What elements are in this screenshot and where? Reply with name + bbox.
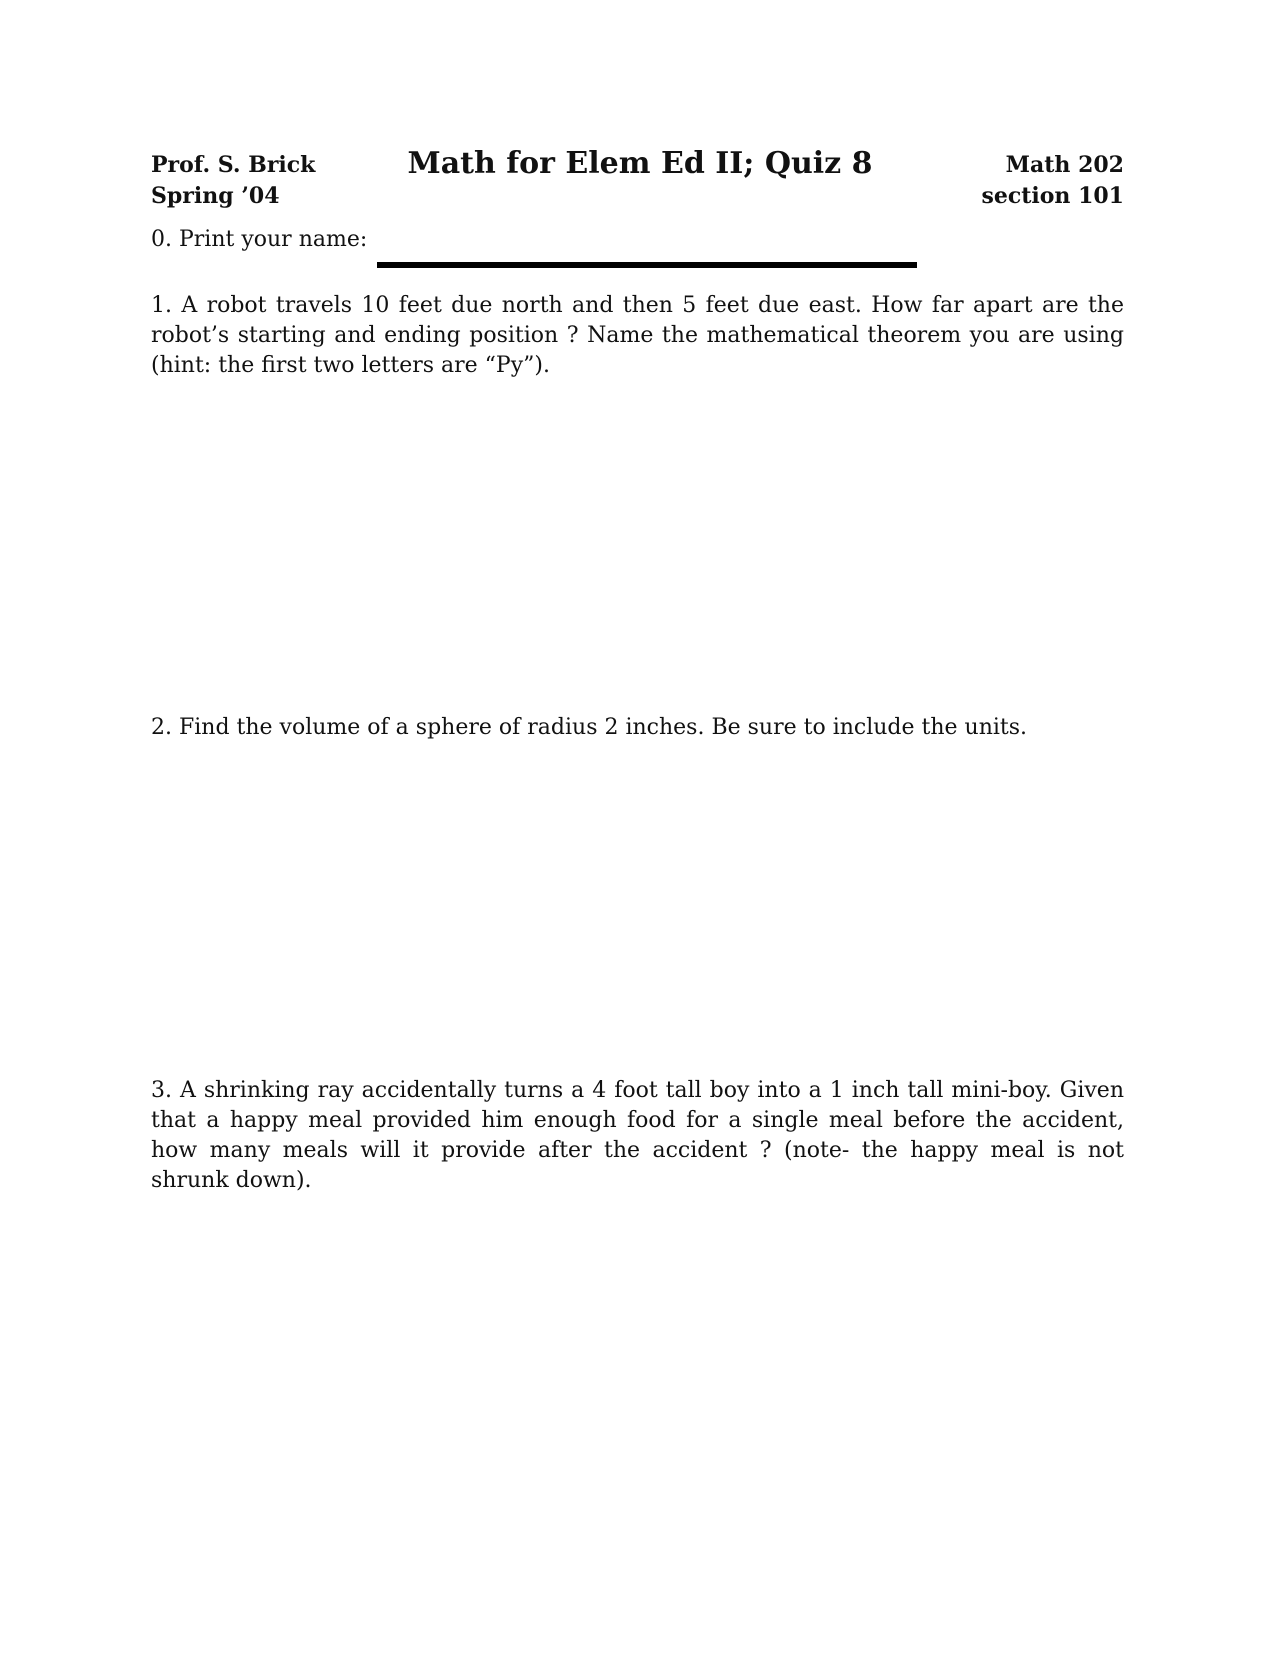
question-2: 2. Find the volume of a sphere of radius 2 inches. Be sure to include the units. — [151, 715, 1028, 740]
question-1: 1. A robot travels 10 feet due north and then 5 feet due east. How far apart are the robot’s starting and ending position ? Name the mathematical theorem you are using (hint: the first two letters are “Py”). — [151, 293, 1124, 378]
name-answer-line[interactable] — [377, 262, 917, 268]
term: Spring ’04 — [151, 183, 280, 209]
name-prompt: 0. Print your name: — [151, 227, 368, 252]
course-section: section 101 — [981, 183, 1124, 209]
course-number: Math 202 — [1005, 152, 1124, 178]
question-3: 3. A shrinking ray accidentally turns a 4 foot tall boy into a 1 inch tall mini-boy. Given that a happy meal provided him enough food for a single meal before the accident, how many meals will it provide after the accident ? (note- the happy meal is not shrunk down). — [151, 1078, 1124, 1193]
header-left — [151, 150, 315, 212]
header-right — [981, 150, 1124, 212]
instructor-name: Prof. S. Brick — [151, 152, 316, 178]
quiz-title: Math for Elem Ed II; Quiz 8 — [407, 146, 873, 181]
